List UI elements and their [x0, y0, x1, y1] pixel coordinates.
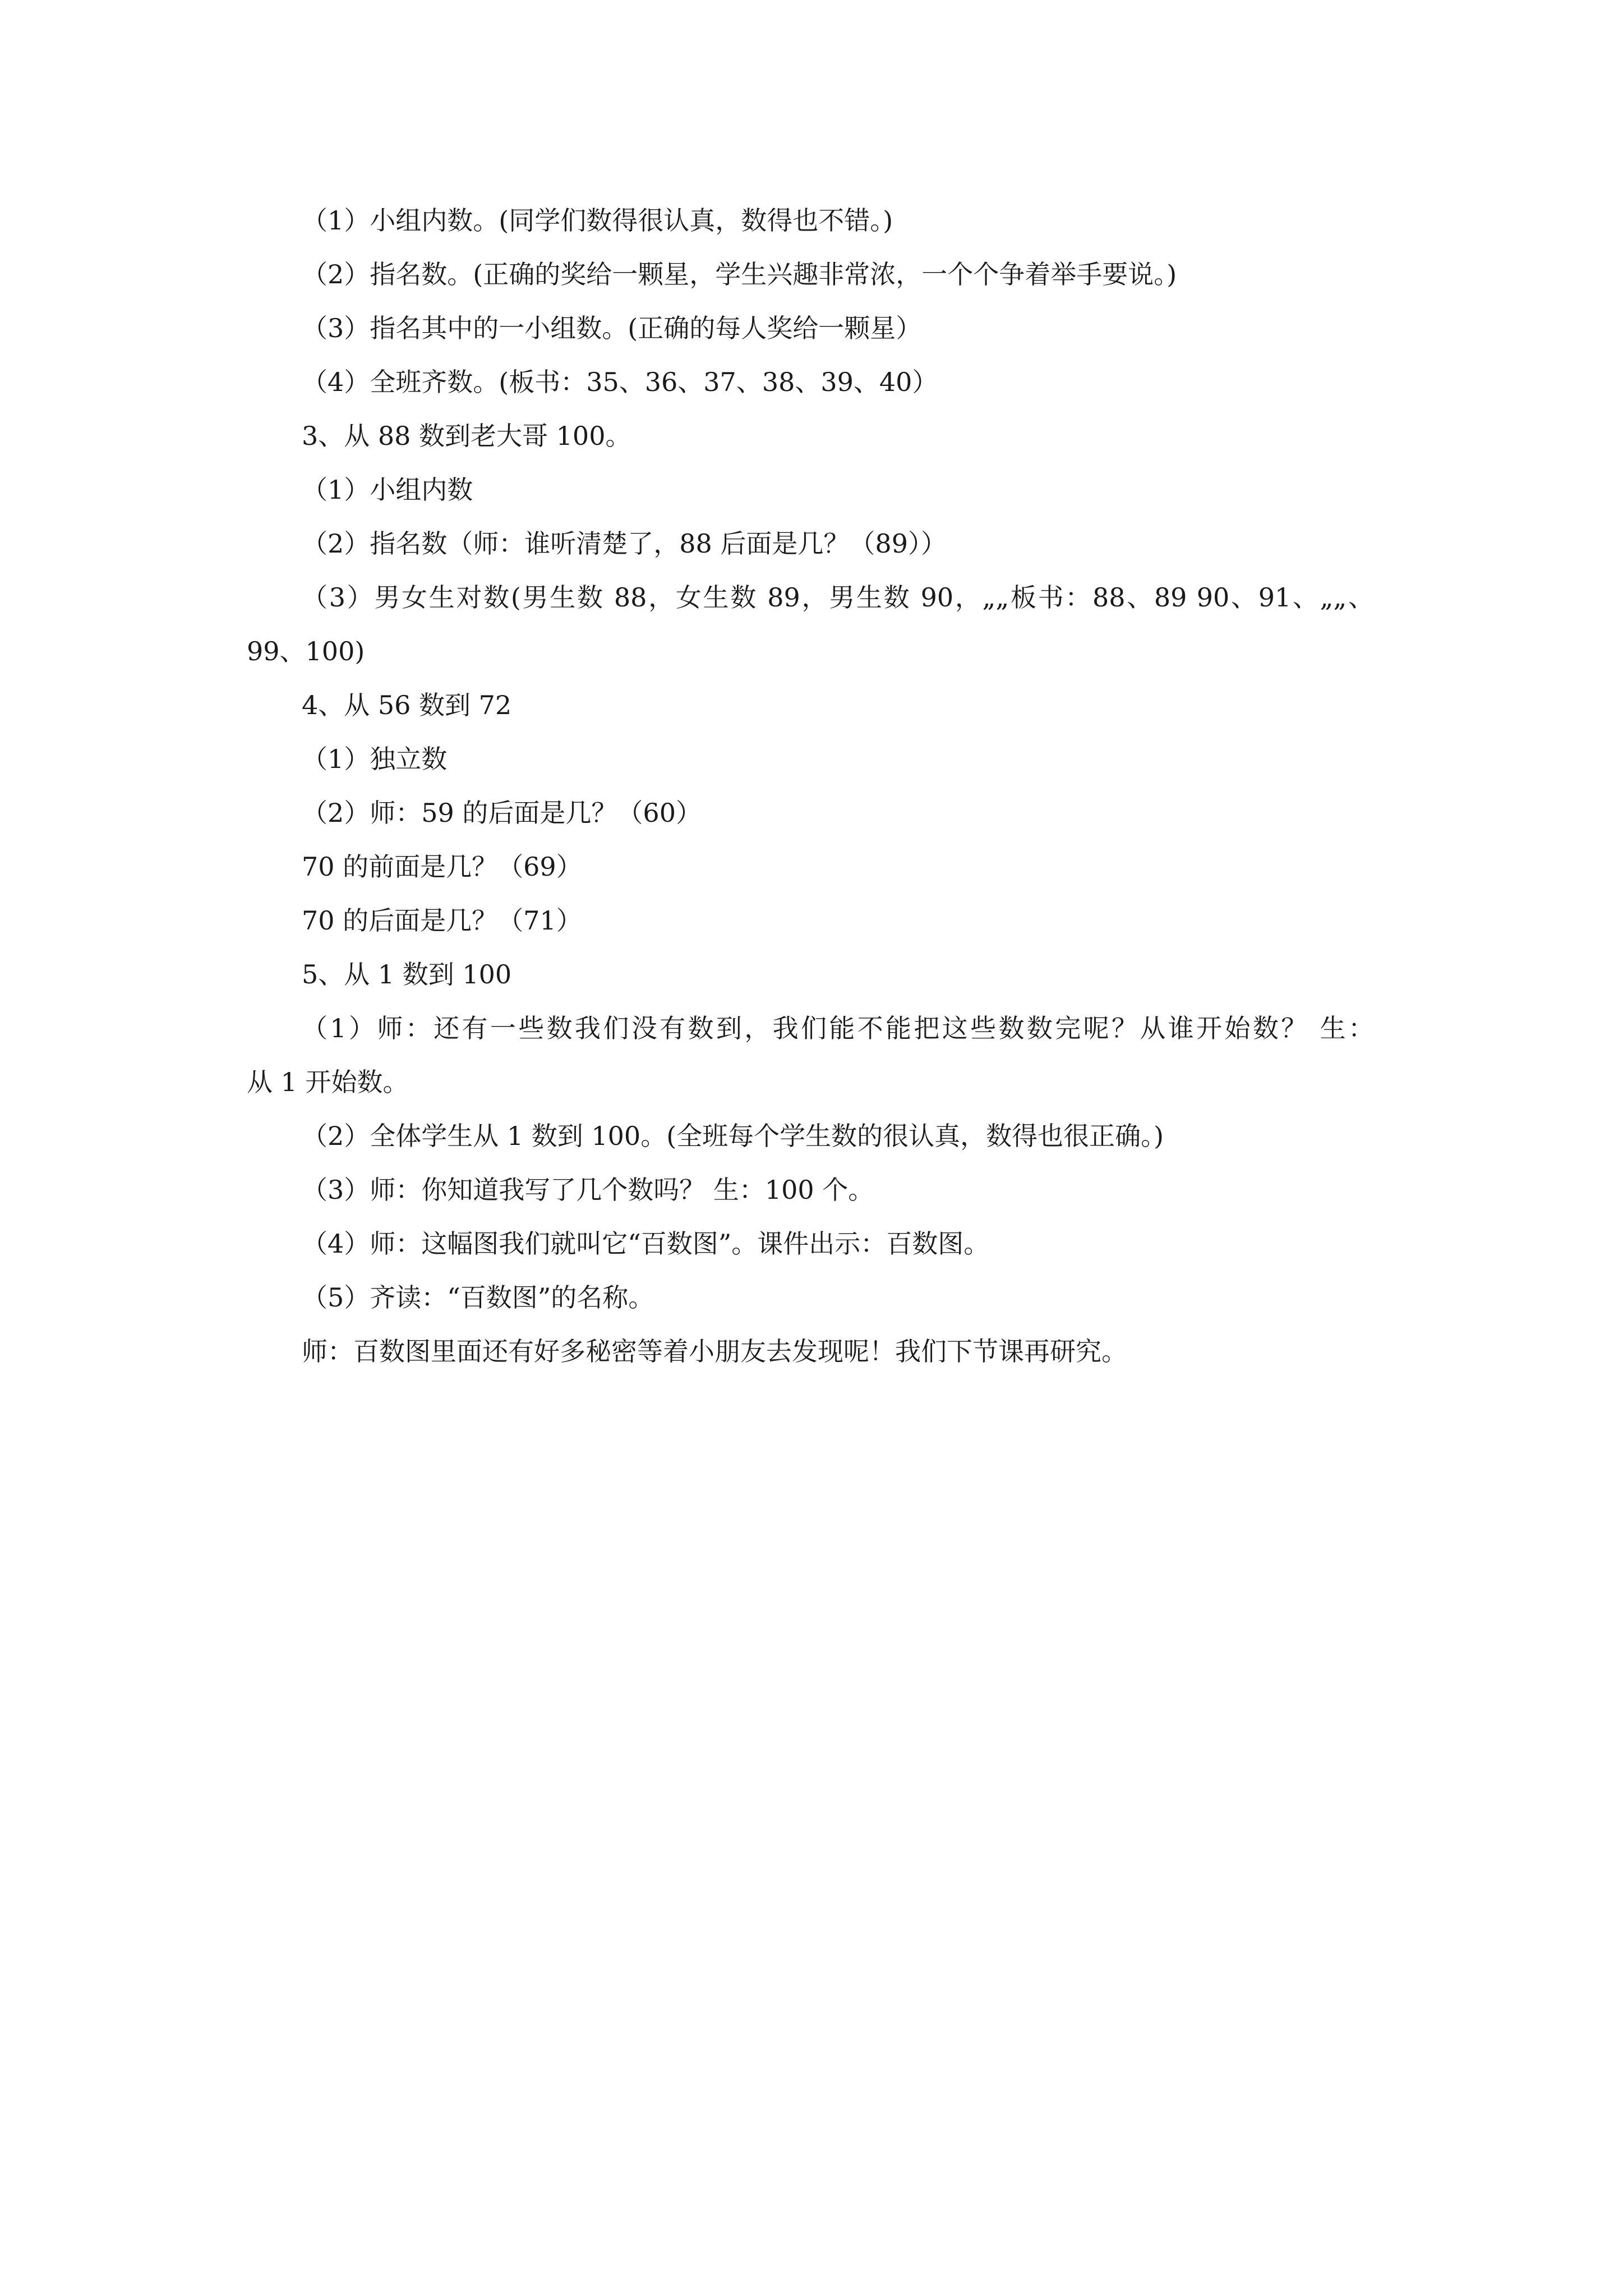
section-heading: 5、从 1 数到 100: [302, 959, 512, 990]
text-line: （4）师：这幅图我们就叫它“百数图”。课件出示：百数图。: [302, 1228, 990, 1259]
document-body: [247, 194, 1374, 1378]
text-line: 70 的前面是几？（69）: [302, 852, 582, 882]
text-line: （2）指名数。(正确的奖给一颗星，学生兴趣非常浓，一个个争着举手要说。): [302, 259, 1177, 289]
text-line: （2）指名数（师：谁听清楚了，88 后面是几？（89））: [302, 528, 947, 559]
text-line: （1）师：还有一些数我们没有数到，我们能不能把这些数数完呢？从谁开始数？ 生：: [302, 1013, 1374, 1043]
text-line: （3）师：你知道我写了几个数吗？ 生：100 个。: [302, 1175, 874, 1205]
text-line: （2）全体学生从 1 数到 100。(全班每个学生数的很认真，数得也很正确。): [302, 1121, 1164, 1151]
section-heading: 3、从 88 数到老大哥 100。: [302, 421, 631, 451]
text-line: （1）小组内数: [302, 475, 473, 505]
section-heading: 4、从 56 数到 72: [302, 690, 512, 720]
text-line: （4）全班齐数。(板书：35、36、37、38、39、40）: [302, 367, 938, 397]
text-line-continuation: 从 1 开始数。: [247, 1067, 409, 1097]
text-line: （3）男女生对数(男生数 88，女生数 89，男生数 90，„„板书：88、89 90、91、„„、: [302, 582, 1374, 613]
text-line-continuation: 99、100): [247, 636, 365, 666]
text-line: （5）齐读：“百数图”的名称。: [302, 1282, 654, 1313]
text-line: 70 的后面是几？（71）: [302, 905, 582, 936]
text-line: 师：百数图里面还有好多秘密等着小朋友去发现呢！我们下节课再研究。: [302, 1336, 1127, 1366]
text-line: （3）指名其中的一小组数。(正确的每人奖给一颗星）: [302, 313, 922, 343]
text-line: （1）独立数: [302, 744, 448, 774]
text-line: （2）师：59 的后面是几？（60）: [302, 798, 702, 828]
text-line: （1）小组内数。(同学们数得很认真，数得也不错。): [302, 205, 893, 236]
